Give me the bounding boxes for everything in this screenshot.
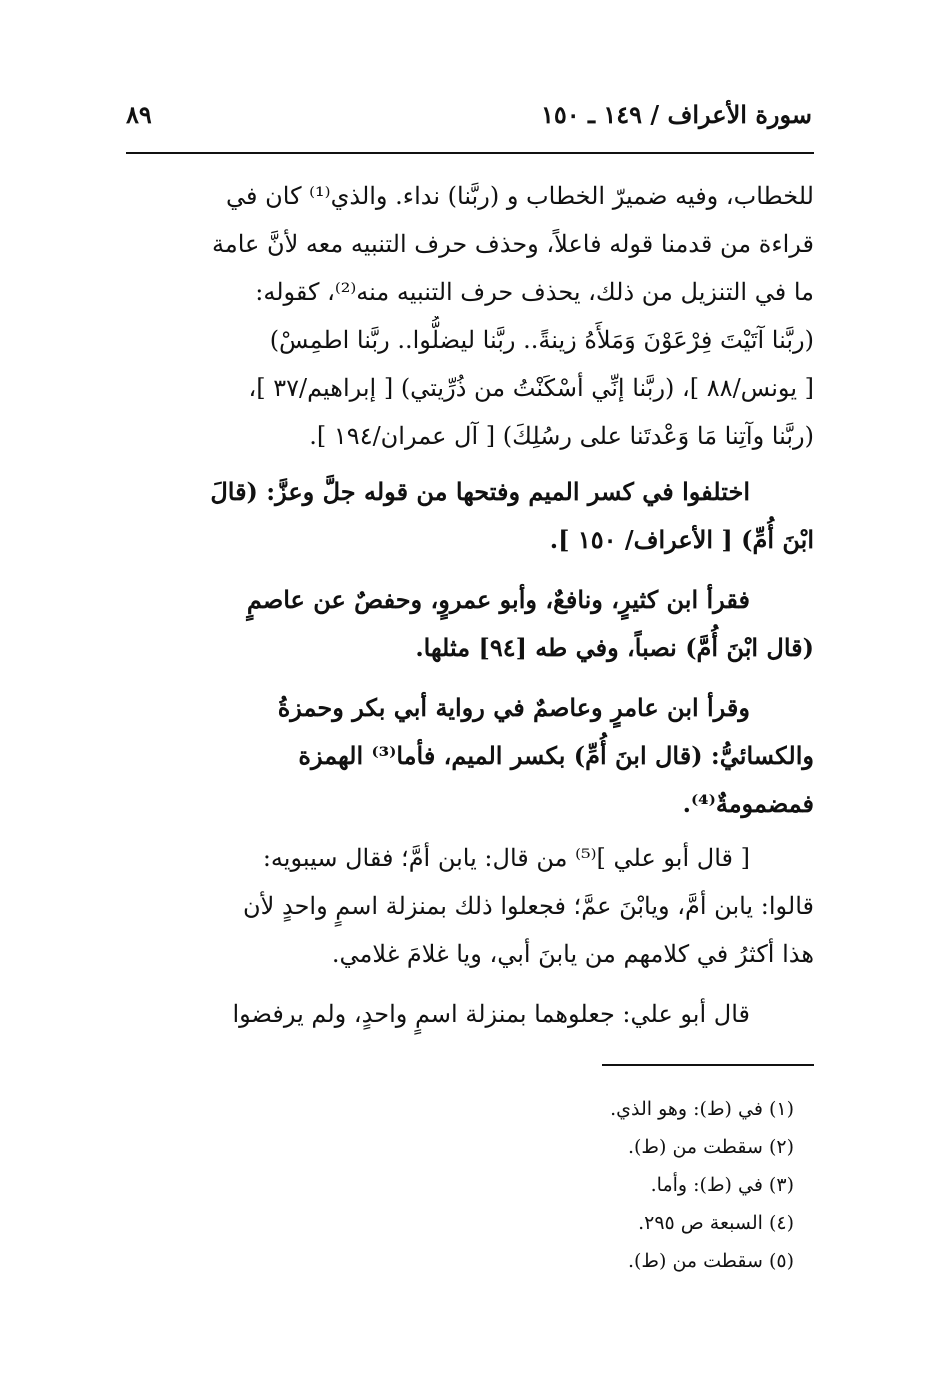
text-line: ما في التنزيل من ذلك، يحذف حرف التنبيه منه⁽²⁾، كقوله:: [255, 278, 814, 306]
text-line: قالوا: يابن أمَّ، ويابْنَ عمَّ؛ فجعلوا ذلك بمنزلة اسمٍ واحدٍ لأن: [243, 892, 814, 920]
text-line: (ربَّنا آتَيْتَ فِرْعَوْنَ وَمَلأَهُ زينةً.. ربَّنا ليضلُّوا.. ربَّنا اطمِسْ): [269, 326, 814, 354]
footnote-1: (١) في (ط): وهو الذي.: [610, 1098, 794, 1120]
paragraph-1: [128, 172, 814, 460]
footnote-5: (٥) سقطت من (ط).: [627, 1250, 794, 1272]
text-line: فمضمومةٌ⁽⁴⁾.: [682, 789, 814, 818]
text-line: [ يونس/٨٨ ]، (ربَّنا إنِّي أسْكَنْتُ من ذُرِّيتي) [ إبراهيم/٣٧ ]،: [248, 374, 814, 402]
paragraph-6: [128, 990, 814, 1038]
text-line: ابْنَ أُمِّ) [ الأعراف/ ١٥٠ ].: [549, 525, 814, 554]
running-header-title: سورة الأعراف / ١٤٩ ـ ١٥٠: [540, 100, 812, 129]
paragraph-4: [128, 684, 814, 828]
header-divider: [126, 152, 814, 154]
text-line: هذا أكثرُ في كلامهم من يابنَ أبي، ويا غلامَ غلامي.: [331, 940, 814, 968]
text-line: اختلفوا في كسر الميم وفتحها من قوله جلَّ وعزَّ: (قالَ: [210, 477, 750, 506]
paragraph-2-heading: [128, 468, 814, 564]
footnote-2: (٢) سقطت من (ط).: [627, 1136, 794, 1158]
text-line: قراءة من قدمنا قوله فاعلاً، وحذف حرف التنبيه معه لأنَّ عامة: [211, 230, 814, 258]
text-line: والكسائيُّ: (قال ابنَ أُمِّ) بكسر الميم، فأما⁽³⁾ الهمزة: [298, 741, 814, 770]
text-line: وقرأ ابن عامرٍ وعاصمٌ في رواية أبي بكر وحمزةُ: [277, 693, 750, 722]
paragraph-5: [128, 834, 814, 978]
text-line: للخطاب، وفيه ضميرّ الخطاب و (ربَّنا) نداء. والذي⁽¹⁾ كان في: [226, 182, 814, 210]
page-number: ٨٩: [126, 100, 152, 129]
text-line: (قال ابْنَ أُمَّ) نصباً، وفي طه [٩٤] مثلها.: [415, 633, 814, 662]
paragraph-3: [128, 576, 814, 672]
footnotes: [610, 1090, 794, 1280]
footnote-divider: [602, 1064, 814, 1066]
text-line: [ قال أبو علي ]⁽⁵⁾ من قال: يابن أمَّ؛ فقال سيبويه:: [262, 844, 750, 872]
text-line: قال أبو علي: جعلوهما بمنزلة اسمٍ واحدٍ، ولم يرفضوا: [232, 1000, 750, 1028]
text-line: فقرأ ابن كثيرٍ، ونافعٌ، وأبو عمروٍ، وحفصٌ عن عاصمٍ: [246, 585, 750, 614]
text-line: (ربَّنا وآتِنا مَا وَعْدتَنا على رسُلِكَ) [ آل عمران/١٩٤ ].: [309, 422, 814, 450]
footnote-3: (٣) في (ط): وأما.: [650, 1174, 794, 1196]
footnote-4: (٤) السبعة ص ٢٩٥.: [638, 1212, 794, 1234]
